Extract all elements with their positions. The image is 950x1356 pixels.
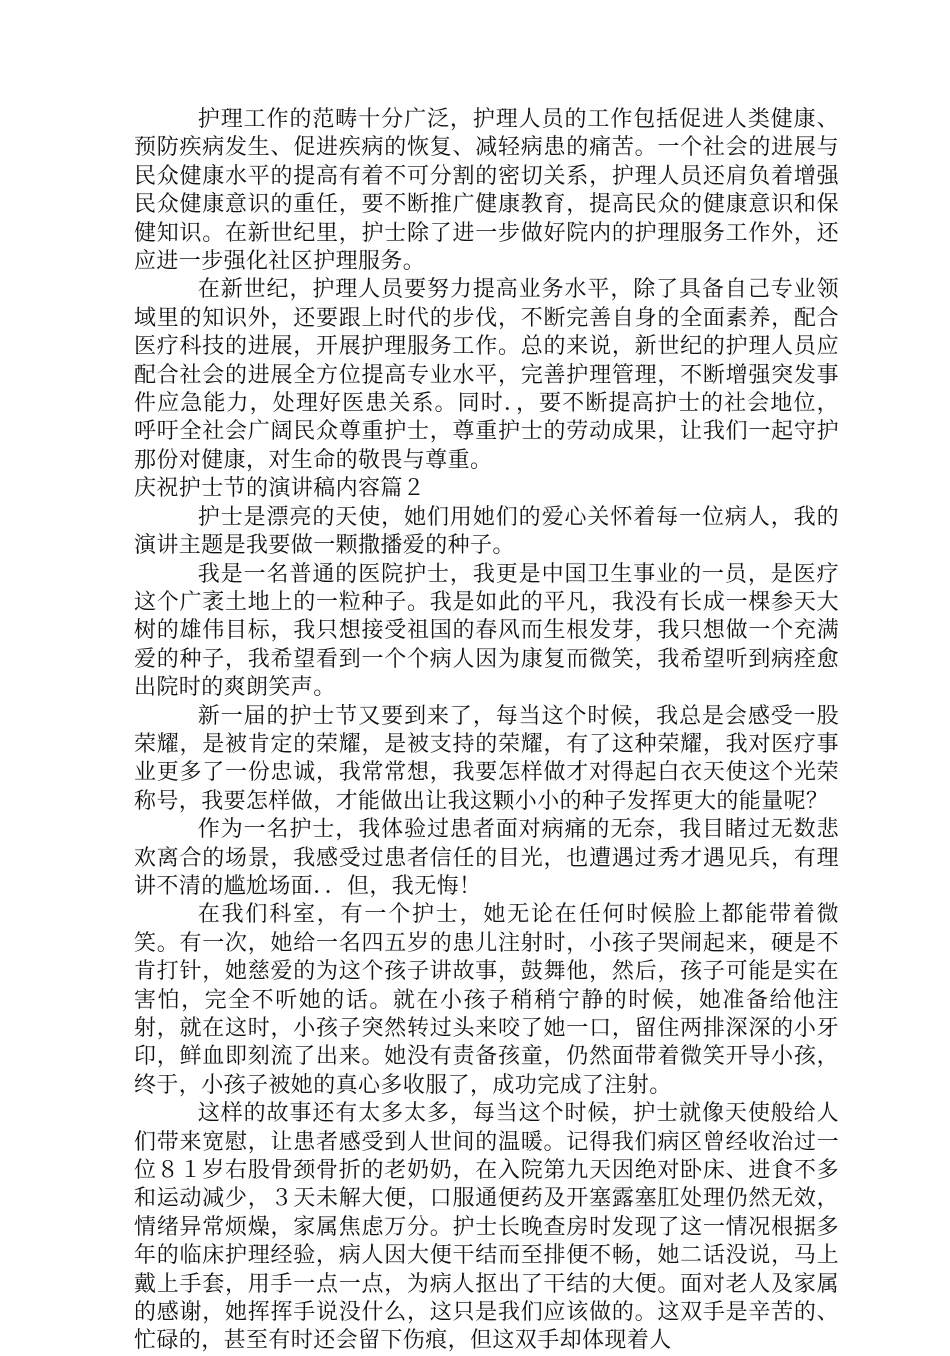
paragraph: 在新世纪，护理人员要努力提高业务水平，除了具备自己专业领域里的知识外，还要跟上时代的步伐，不断完善自身的全面素养，配合医疗科技的进展，开展护理服务工作。总的来说，新世纪的护理人员应配合社会的进展全方位提高专业水平，完善护理管理，不断增强突发事件应急能力，处理好医患关系。同时．，要不断提高护士的社会地位，呼吁全社会广阔民众尊重护士，尊重护士的劳动成果，让我们一起守护那份对健康，对生命的敬畏与尊重。 <box>134 277 839 473</box>
paragraph: 在我们科室，有一个护士，她无论在任何时候脸上都能带着微笑。有一次，她给一名四五岁的患儿注射时，小孩子哭闹起来，硬是不肯打针，她慈爱的为这个孩子讲故事，鼓舞他，然后，孩子可能是实在害怕，完全不听她的话。就在小孩子稍稍宁静的时候，她准备给他注射，就在这时，小孩子突然转过头来咬了她一口，留住两排深深的小牙印，鲜血即刻流了出来。她没有责备孩童，仍然面带着微笑开导小孩，终于，小孩子被她的真心多收服了，成功完成了注射。 <box>134 902 839 1098</box>
paragraph: 新一届的护士节又要到来了，每当这个时候，我总是会感受一股荣耀，是被肯定的荣耀，是被支持的荣耀，有了这种荣耀，我对医疗事业更多了一份忠诚，我常常想，我要怎样做才对得起白衣天使这个光荣称号，我要怎样做，才能做出让我这颗小小的种子发挥更大的能量呢？ <box>134 703 839 814</box>
paragraph: 这样的故事还有太多太多，每当这个时候，护士就像天使般给人们带来宽慰，让患者感受到人世间的温暖。记得我们病区曾经收治过一位８１岁右股骨颈骨折的老奶奶，在入院第九天因绝对卧床、进食不多和运动减少，３天未解大便，口服通便药及开塞露塞肛处理仍然无效，情绪异常烦燥，家属焦虑万分。护士长晚查房时发现了这一情况根据多年的临床护理经验，病人因大便干结而至排便不畅，她二话没说，马上戴上手套，用手一点一点，为病人抠出了干结的大便。面对老人及家属的感谢，她挥挥手说没什么，这只是我们应该做的。这双手是辛苦的、忙碌的，甚至有时还会留下伤痕，但这双手却体现着人 <box>134 1101 839 1354</box>
paragraph: 护理工作的范畴十分广泛，护理人员的工作包括促进人类健康、预防疾病发生、促进疾病的恢复、减轻病患的痛苦。一个社会的进展与民众健康水平的提高有着不可分割的密切关系，护理人员还肩负着增强民众健康意识的重任，要不断推广健康教育，提高民众的健康意识和保健知识。在新世纪里，护士除了进一步做好院内的护理服务工作外，还应进一步强化社区护理服务。 <box>134 107 839 275</box>
section-heading: 庆祝护士节的演讲稿内容篇２ <box>134 476 426 502</box>
paragraph: 作为一名护士，我体验过患者面对病痛的无奈，我目睹过无数悲欢离合的场景，我感受过患者信任的目光，也遭遇过秀才遇见兵，有理讲不清的尴尬场面．．但，我无悔！ <box>134 817 839 899</box>
paragraph: 我是一名普通的医院护士，我更是中国卫生事业的一员，是医疗这个广袤土地上的一粒种子。我是如此的平凡，我没有长成一棵参天大树的雄伟目标，我只想接受祖国的春风而生根发芽，我只想做一个充满爱的种子，我希望看到一个个病人因为康复而微笑，我希望听到病痊愈出院时的爽朗笑声。 <box>134 561 839 701</box>
paragraph: 护士是漂亮的天使，她们用她们的爱心关怀着每一位病人，我的演讲主题是我要做一颗撒播爱的种子。 <box>134 504 839 559</box>
document-page <box>134 106 839 1356</box>
